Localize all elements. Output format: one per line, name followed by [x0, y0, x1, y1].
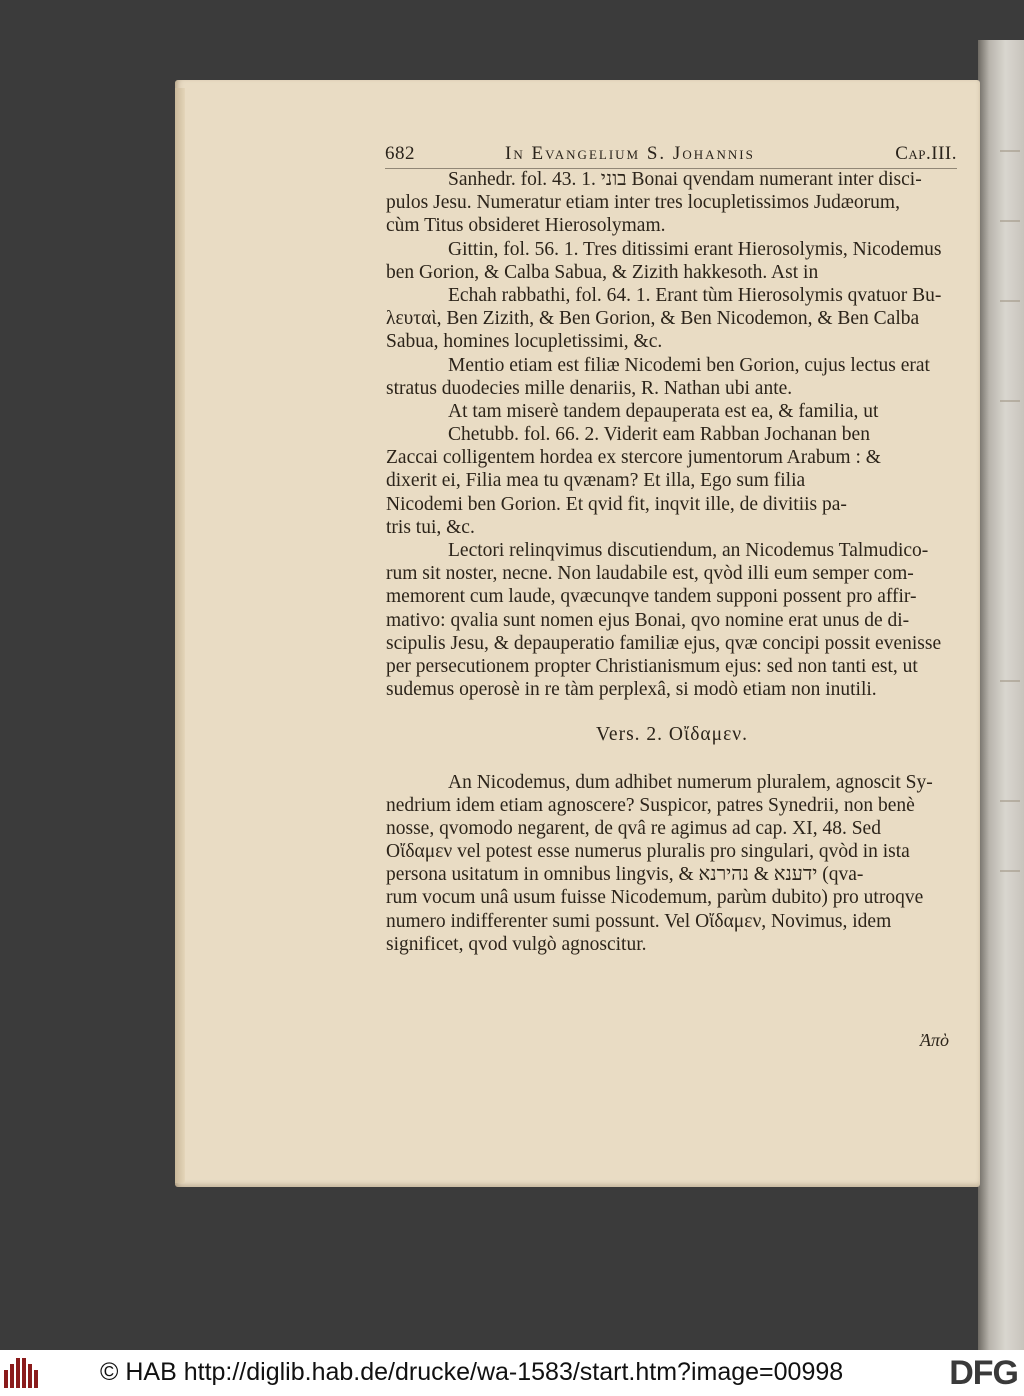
text-line: pulos Jesu. Numeratur etiam inter tres locupletissimos Judæorum, [386, 192, 900, 214]
bleed-through-text [380, 1030, 800, 1052]
page-gutter [175, 88, 185, 1183]
text-line: Zaccai colligentem hordea ex stercore jumentorum Arabum : & [386, 447, 881, 469]
text-line: rum sit noster, necne. Non laudabile est, qvòd illi eum semper com- [386, 563, 914, 585]
text-line: numero indifferenter sumi possunt. Vel Οἴδαμεν, Novimus, idem [386, 910, 892, 932]
text-line: ben Gorion, & Calba Sabua, & Zizith hakkesoth. Ast in [386, 261, 819, 283]
text-line: nedrium idem etiam agnoscere? Suspicor, patres Synedrii, non benè [386, 794, 915, 816]
text-line: nosse, qvomodo negarent, de qvâ re agimus ad cap. XI, 48. Sed [386, 817, 881, 839]
text-block-1 [386, 168, 958, 701]
text-line: Echah rabbathi, fol. 64. 1. Erant tùm Hierosolymis qvatuor Bu- [448, 284, 942, 306]
text-line: rum vocum unâ usum fuisse Nicodemum, parùm dubito) pro utroqve [386, 887, 924, 909]
text-line: Chetubb. fol. 66. 2. Viderit eam Rabban Jochanan ben [448, 424, 870, 446]
verse-heading: Vers. 2. Οἴδαμεν. [596, 724, 748, 746]
text-line: per persecutionem propter Christianismum ejus: sed non tanti est, ut [386, 655, 918, 677]
text-line: Sanhedr. fol. 43. 1. בוני Bonai qvendam numerant inter disci- [448, 169, 922, 190]
text-line: Lectori relinqvimus discutiendum, an Nicodemus Talmudico- [448, 540, 929, 561]
text-line: mativo: qvalia sunt nomen ejus Bonai, qvo nomine erat unus de di- [386, 609, 910, 631]
hab-logo-icon [4, 1358, 44, 1388]
text-line: scipulis Jesu, & depauperatio familiæ ejus, qvæ concipi possit evenisse [386, 632, 942, 654]
page-text [386, 168, 958, 956]
text-line: memorent cum laude, qvæcunqve tandem supponi possent pro affir- [386, 586, 917, 608]
adjacent-page-edge [978, 40, 1024, 1350]
dfg-logo: DFG [949, 1354, 1018, 1392]
text-line: λευταὶ, Ben Zizith, & Ben Gorion, & Ben Nicodemon, & Ben Calba [386, 308, 920, 330]
running-header [385, 143, 957, 167]
text-line: dixerit ei, Filia mea tu qvænam? Et illa, Ego sum filia [386, 470, 806, 492]
text-line: stratus duodecies mille denariis, R. Nathan ubi ante. [386, 377, 793, 399]
text-line: At tam miserè tandem depauperata est ea, & familia, ut [448, 400, 879, 422]
text-line: Mentio etiam est filiæ Nicodemi ben Gorion, cujus lectus erat [448, 354, 930, 376]
text-line: tris tui, &c. [386, 516, 475, 538]
text-line: Sabua, homines locupletissimi, &c. [386, 331, 663, 353]
text-line: Nicodemi ben Gorion. Et qvid fit, inqvit ille, de divitiis pa- [386, 493, 847, 515]
chapter-label: Cap.III. [895, 143, 957, 164]
source-credit-link[interactable]: © HAB http://diglib.hab.de/drucke/wa-1583/start.htm?image=00998 [100, 1358, 844, 1386]
running-title: In Evangelium S. Johannis [505, 143, 755, 164]
catchword: Ἀπὸ [920, 1030, 950, 1050]
page-number: 682 [385, 143, 415, 164]
text-line: Gittin, fol. 56. 1. Tres ditissimi erant Hierosolymis, Nicodemus [448, 238, 942, 260]
text-line: Οἴδαμεν vel potest esse numerus pluralis pro singulari, qvòd in ista [386, 841, 910, 863]
text-line: significet, qvod vulgò agnoscitur. [386, 933, 647, 955]
text-line: sudemus operosè in re tàm perplexâ, si modò etiam non inutili. [386, 679, 877, 701]
text-line: cùm Titus obsideret Hierosolymam. [386, 215, 666, 237]
text-line: An Nicodemus, dum adhibet numerum pluralem, agnoscit Sy- [448, 771, 933, 793]
text-block-2 [386, 771, 958, 957]
viewer-footer [0, 1350, 1024, 1396]
text-line: persona usitatum in omnibus lingvis, & ידענא & נהירנא (qva- [386, 864, 864, 886]
